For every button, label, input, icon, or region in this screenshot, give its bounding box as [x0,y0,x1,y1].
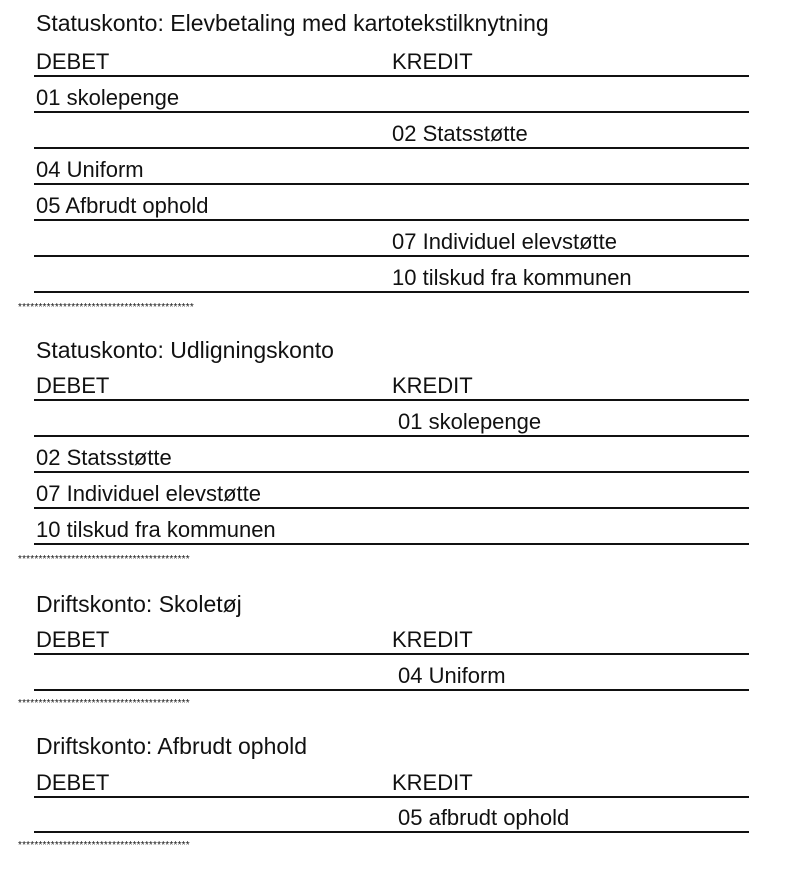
kredit-header: KREDIT [392,373,473,398]
ledger-row [34,509,749,545]
debet-header: DEBET [36,770,110,795]
asterisk-separator: ****************************************** [18,554,190,565]
ledger-row [34,437,749,473]
asterisk-separator: ******************************************* [18,302,194,313]
debet-header: DEBET [36,627,110,652]
kredit-cell: 07 Individuel elevstøtte [392,229,618,254]
asterisk-separator: ****************************************** [18,698,190,709]
ledger-header-row [34,41,749,77]
ledger-row [34,401,749,437]
debet-header: DEBET [36,49,110,74]
kredit-cell: 05 afbrudt ophold [398,805,570,830]
debet-cell: 02 Statsstøtte [36,445,172,470]
ledger-row [34,185,749,221]
kredit-cell: 10 tilskud fra kommunen [392,265,632,290]
ledger-row [34,77,749,113]
row-rule [34,689,749,691]
ledger-row [34,257,749,293]
row-rule [34,831,749,833]
row-rule [34,543,749,545]
debet-cell: 10 tilskud fra kommunen [36,517,276,542]
kredit-cell: 02 Statsstøtte [392,121,528,146]
kredit-cell: 01 skolepenge [398,409,542,434]
debet-cell: 01 skolepenge [36,85,180,110]
account-title: Driftskonto: Afbrudt ophold [36,733,308,759]
asterisk-separator: ****************************************** [18,840,190,851]
kredit-header: KREDIT [392,770,473,795]
ledger-row [34,113,749,149]
account-title: Statuskonto: Elevbetaling med kartotekstilknytning [36,10,549,36]
kredit-cell: 04 Uniform [398,663,506,688]
account-title: Statuskonto: Udligningskonto [36,337,334,363]
ledger-row [34,797,749,833]
ledger-row [34,149,749,185]
ledger-header-row [34,762,749,798]
debet-header: DEBET [36,373,110,398]
ledger-row [34,221,749,257]
ledger-row [34,655,749,691]
debet-cell: 07 Individuel elevstøtte [36,481,262,506]
row-rule [34,291,749,293]
ledger-row [34,473,749,509]
debet-cell: 05 Afbrudt ophold [36,193,209,218]
account-title: Driftskonto: Skoletøj [36,591,242,617]
ledger-header-row [34,619,749,655]
kredit-header: KREDIT [392,49,473,74]
debet-cell: 04 Uniform [36,157,144,182]
kredit-header: KREDIT [392,627,473,652]
ledger-header-row [34,365,749,401]
